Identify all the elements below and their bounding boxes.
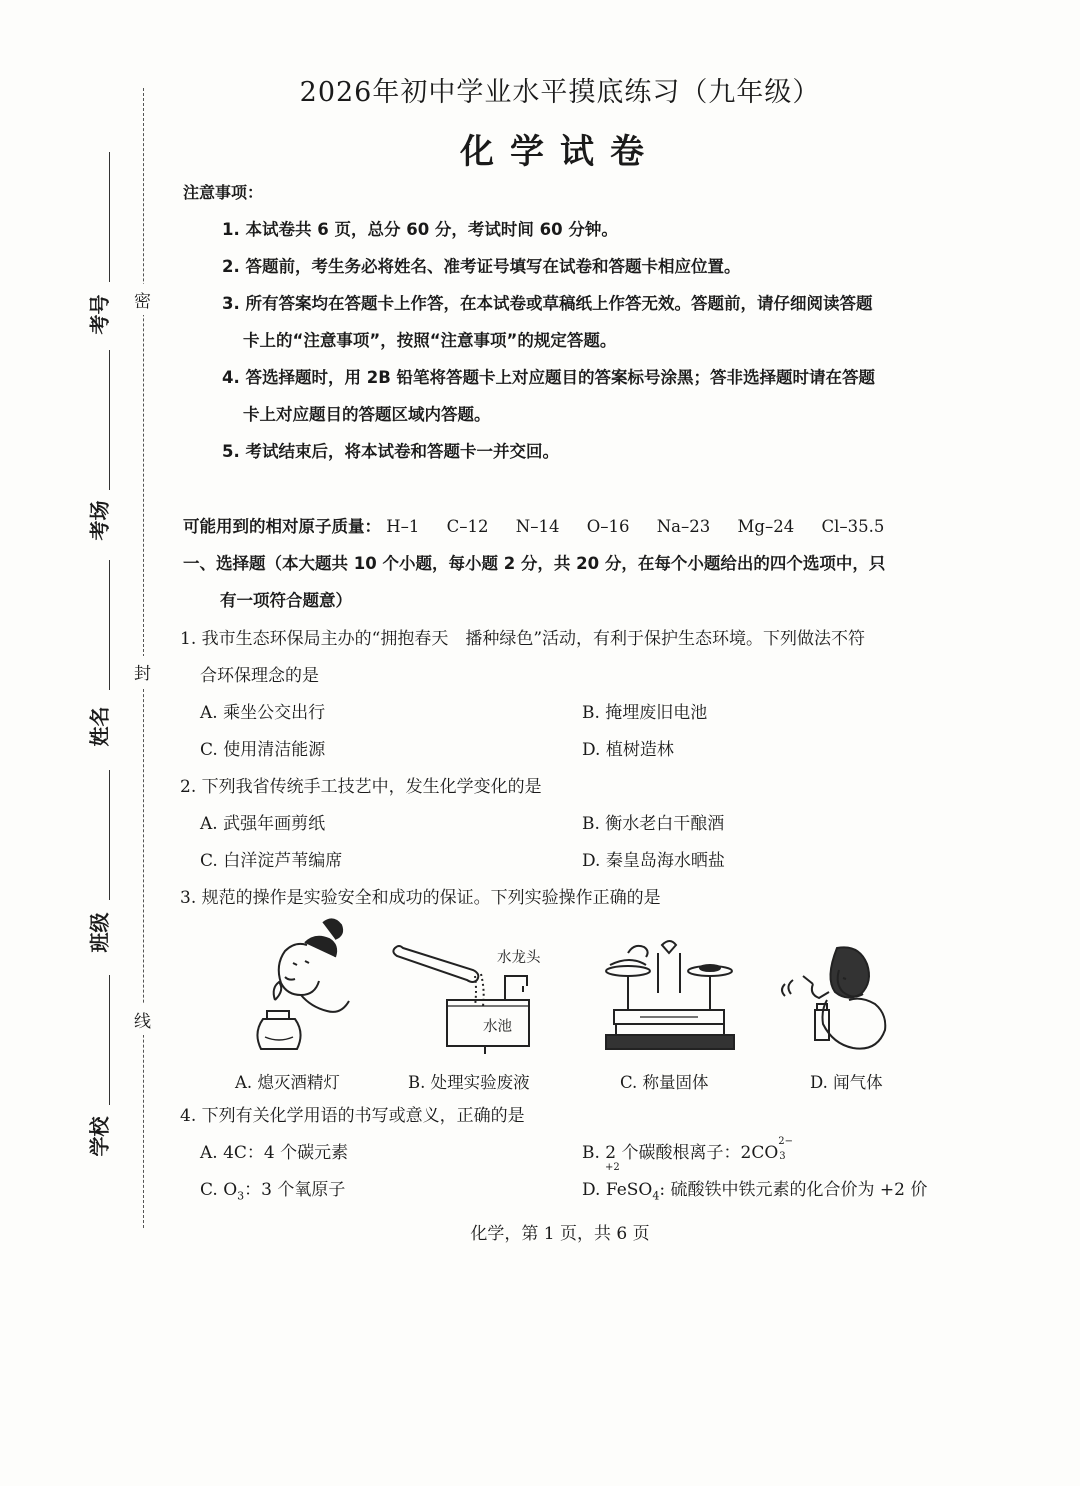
q3-option-b: B. 处理实验废液 <box>408 1073 530 1092</box>
atomic-mass-o: O–16 <box>586 517 630 536</box>
notice-item-2: 2. 答题前，考生务必将姓名、准考证号填写在试卷和答题卡相应位置。 <box>222 257 741 276</box>
q2-option-c: C. 白洋淀芦苇编席 <box>200 851 343 871</box>
field-line-kaohao <box>109 152 110 282</box>
seal-char-xian: 线 <box>134 1004 151 1035</box>
q4-option-d-subscript: 4 <box>652 1189 660 1203</box>
notice-item-1: 1. 本试卷共 6 页，总分 60 分，考试时间 60 分钟。 <box>222 220 618 239</box>
notice-item-5: 5. 考试结束后，将本试卷和答题卡一并交回。 <box>222 442 559 461</box>
field-line-xingming <box>109 560 110 690</box>
field-label-kaochang: 考场 <box>87 500 112 541</box>
faucet-label: 水龙头 <box>497 950 541 966</box>
q4-stem: 4. 下列有关化学用语的书写或意义，正确的是 <box>180 1106 525 1126</box>
sink-label: 水池 <box>483 1019 512 1035</box>
atomic-mass-row <box>183 513 906 537</box>
q2-option-d: D. 秦皇岛海水晒盐 <box>582 851 725 871</box>
field-label-banji: 班级 <box>87 912 112 953</box>
page-footer: 化学，第 1 页，共 6 页 <box>470 1224 650 1244</box>
notice-item-3b: 卡上的“注意事项”，按照“注意事项”的规定答题。 <box>243 331 617 350</box>
q1-option-d: D. 植树造林 <box>582 740 674 760</box>
page-subtitle: 化学试卷 <box>460 132 660 172</box>
q1-option-a: A. 乘坐公交出行 <box>200 703 326 723</box>
q1-option-b: B. 掩埋废旧电池 <box>582 703 708 723</box>
illustration-d-smelling-gas <box>775 940 895 1060</box>
field-line-kaochang <box>109 350 110 490</box>
q2-option-b: B. 衡水老白干酿酒 <box>582 814 725 834</box>
notice-heading: 注意事项： <box>183 183 264 202</box>
notice-item-4a: 4. 答选择题时，用 2B 铅笔将答题卡上对应题目的答案标号涂黑；答非选择题时请在答题 <box>222 368 876 387</box>
q1-stem-a: 1. 我市生态环保局主办的“拥抱春天 播种绿色”活动，有利于保护生态环境。下列做法不符 <box>180 629 866 649</box>
q1-option-c: C. 使用清洁能源 <box>200 740 326 760</box>
atomic-mass-label: 可能用到的相对原子质量： <box>183 517 381 536</box>
q1-stem-b: 合环保理念的是 <box>200 666 319 686</box>
seal-char-feng: 封 <box>134 656 151 687</box>
q2-option-a: A. 武强年画剪纸 <box>200 814 326 834</box>
q4-option-d <box>582 1175 927 1202</box>
q2-stem: 2. 下列我省传统手工技艺中，发生化学变化的是 <box>180 777 542 797</box>
section-1-heading-b: 有一项符合题意） <box>220 591 352 610</box>
atomic-mass-na: Na–23 <box>656 517 711 536</box>
q4-option-b-subscript: 3 <box>779 1151 786 1162</box>
q4-option-d-valence: +2 <box>605 1162 620 1173</box>
q4-option-d-pre: D. FeSO <box>582 1180 653 1200</box>
atomic-mass-mg: Mg–24 <box>737 517 795 536</box>
q3-stem: 3. 规范的操作是实验安全和成功的保证。下列实验操作正确的是 <box>180 888 661 908</box>
atomic-mass-cl: Cl–35.5 <box>821 517 885 536</box>
q4-option-d-post: : 硫酸铁中铁元素的化合价为 +2 价 <box>659 1180 928 1200</box>
section-1-heading-a: 一、选择题（本大题共 10 个小题，每小题 2 分，共 20 分，在每个小题给出的四个选项中，只 <box>183 554 886 573</box>
field-label-xuexiao: 学校 <box>87 1116 112 1157</box>
seal-char-mi: 密 <box>134 284 151 315</box>
q3-option-c: C. 称量固体 <box>620 1073 709 1092</box>
q4-option-b-charge: 2− <box>778 1136 794 1147</box>
field-line-xuexiao <box>109 975 110 1105</box>
page-title: 2026年初中学业水平摸底练习（九年级） <box>299 77 821 108</box>
atomic-mass-h: H–1 <box>386 517 420 536</box>
q4-option-a: A. 4C：4 个碳元素 <box>200 1143 349 1163</box>
field-label-kaohao: 考号 <box>87 294 112 335</box>
q3-option-d: D. 闻气体 <box>810 1073 883 1092</box>
q4-option-b-text: B. 2 个碳酸根离子：2CO <box>582 1143 779 1163</box>
illustration-c-balance <box>600 935 740 1060</box>
q3-option-a: A. 熄灭酒精灯 <box>235 1073 340 1092</box>
notice-item-4b: 卡上对应题目的答题区域内答题。 <box>243 405 491 424</box>
atomic-mass-n: N–14 <box>515 517 560 536</box>
atomic-mass-c: C–12 <box>446 517 489 536</box>
field-line-banji <box>109 770 110 900</box>
q4-option-c-pre: C. O <box>200 1180 238 1200</box>
q4-option-c <box>200 1175 345 1202</box>
q4-option-c-subscript: 3 <box>237 1189 245 1203</box>
notice-item-3a: 3. 所有答案均在答题卡上作答，在本试卷或草稿纸上作答无效。答题前，请仔细阅读答题 <box>222 294 873 313</box>
field-label-xingming: 姓名 <box>87 706 112 747</box>
illustration-a-alcohol-lamp <box>245 915 355 1060</box>
q4-option-b <box>582 1138 792 1163</box>
q4-option-c-post: ：3 个氧原子 <box>244 1180 346 1200</box>
